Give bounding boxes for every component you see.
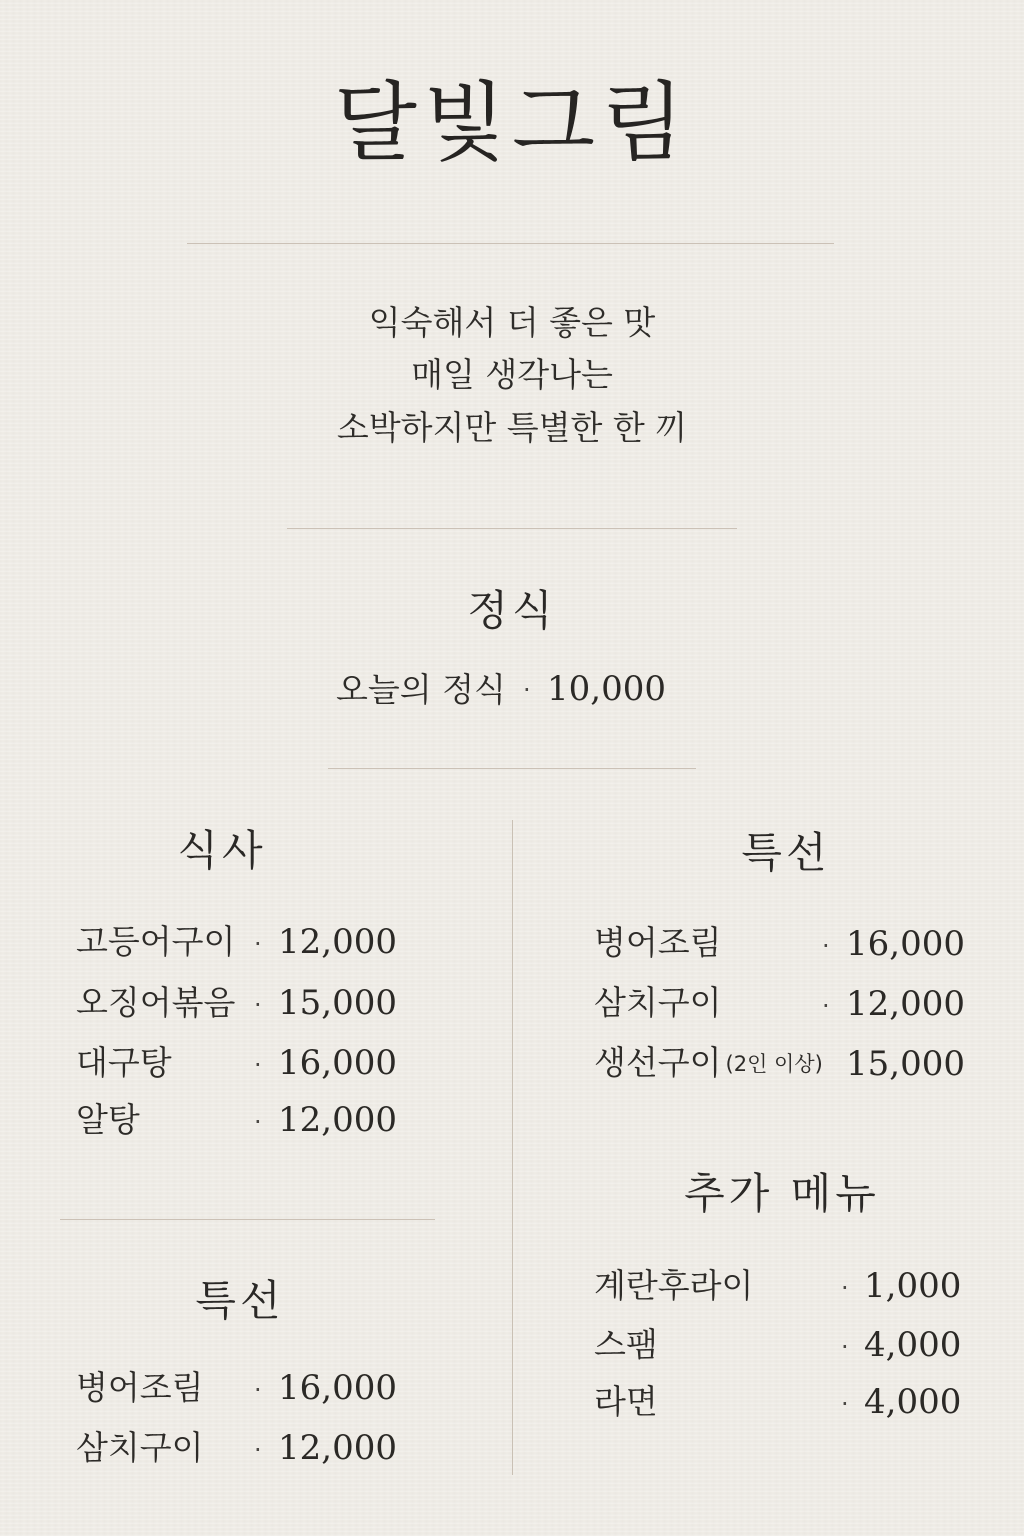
meals-item-price: 12,000 xyxy=(278,922,397,962)
specials-item-price: 12,000 xyxy=(846,984,965,1024)
specials-item-price: 16,000 xyxy=(278,1368,397,1408)
divider xyxy=(60,1219,435,1220)
specials-item-name: 병어조림 xyxy=(76,1368,204,1407)
specials-item-name xyxy=(594,1043,823,1082)
divider xyxy=(187,243,834,244)
specials-item-label: 생선구이 xyxy=(594,1043,722,1082)
price-separator: · xyxy=(254,930,262,958)
price-separator: · xyxy=(254,1436,262,1464)
set-menu-item-price: 10,000 xyxy=(547,669,666,709)
tagline-line-1: 익숙해서 더 좋은 맛 xyxy=(368,303,656,342)
tagline-line-2: 매일 생각나는 xyxy=(411,355,613,394)
specials-item-name: 삼치구이 xyxy=(76,1428,204,1467)
meals-item-name: 알탕 xyxy=(76,1100,140,1139)
set-menu-item-name: 오늘의 정식 xyxy=(336,670,506,709)
extras-item-name: 계란후라이 xyxy=(594,1266,754,1305)
section-heading-specials: 특선 xyxy=(741,828,831,877)
meals-item-price: 12,000 xyxy=(278,1100,397,1140)
specials-item-name: 삼치구이 xyxy=(594,983,722,1022)
section-heading-specials: 특선 xyxy=(195,1276,285,1325)
price-separator: · xyxy=(254,991,262,1019)
specials-item-price: 12,000 xyxy=(278,1428,397,1468)
price-separator: · xyxy=(523,676,531,704)
extras-item-name: 스팸 xyxy=(594,1325,658,1364)
price-separator: · xyxy=(254,1051,262,1079)
restaurant-title: 달빛그림 xyxy=(333,73,691,173)
meals-item-name: 대구탕 xyxy=(76,1043,172,1082)
tagline-line-3: 소박하지만 특별한 한 끼 xyxy=(336,408,688,447)
price-separator: · xyxy=(254,1376,262,1404)
divider xyxy=(328,768,696,769)
price-separator: · xyxy=(841,1390,849,1418)
specials-item-price: 16,000 xyxy=(846,924,965,964)
extras-item-price: 4,000 xyxy=(864,1325,962,1365)
divider xyxy=(287,528,737,529)
section-heading-set-menu: 정식 xyxy=(467,586,557,635)
price-separator: · xyxy=(841,1274,849,1302)
meals-item-price: 16,000 xyxy=(278,1043,397,1083)
price-separator: · xyxy=(822,932,830,960)
price-separator: · xyxy=(254,1108,262,1136)
section-heading-extras: 추가 메뉴 xyxy=(684,1169,880,1218)
extras-item-price: 4,000 xyxy=(864,1382,962,1422)
section-heading-meals: 식사 xyxy=(177,826,267,875)
specials-item-name: 병어조림 xyxy=(594,923,722,962)
price-separator: · xyxy=(841,1333,849,1361)
specials-item-price: 15,000 xyxy=(846,1044,965,1084)
extras-item-name: 라면 xyxy=(594,1382,658,1421)
meals-item-name: 고등어구이 xyxy=(76,922,236,961)
column-divider xyxy=(512,820,513,1475)
specials-item-note: (2인 이상) xyxy=(725,1052,823,1076)
meals-item-price: 15,000 xyxy=(278,983,397,1023)
extras-item-price: 1,000 xyxy=(864,1266,962,1306)
price-separator: · xyxy=(822,992,830,1020)
meals-item-name: 오징어볶음 xyxy=(76,983,236,1022)
